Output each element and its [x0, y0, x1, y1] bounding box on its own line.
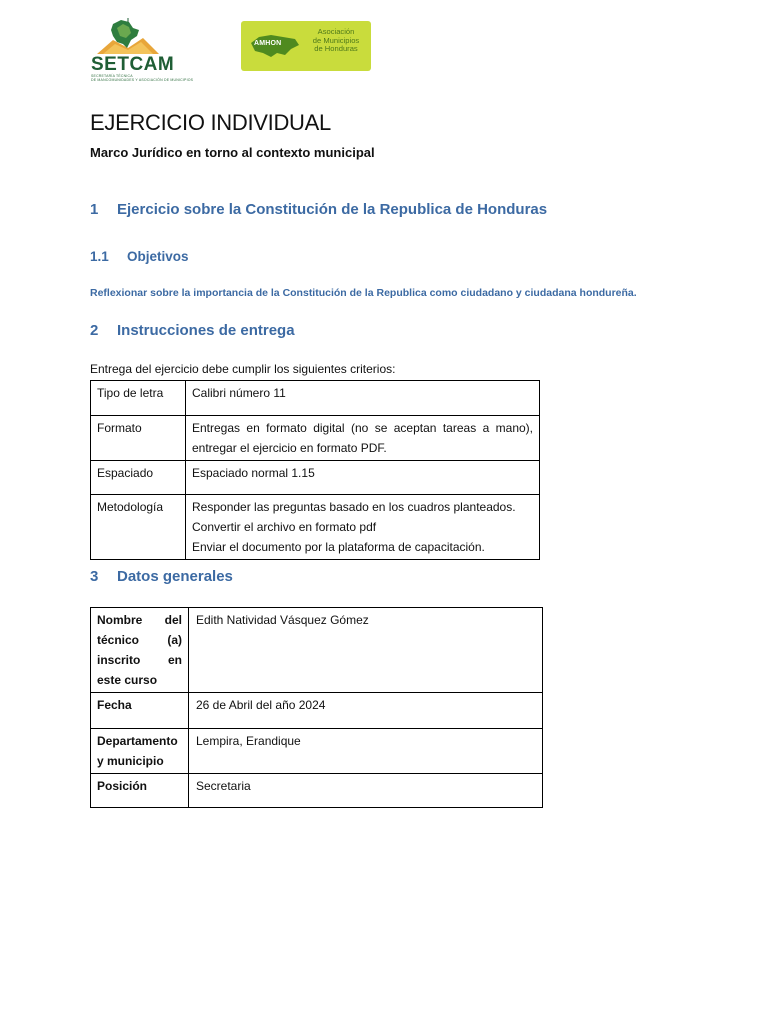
cell-line: Espaciado normal 1.15	[192, 466, 315, 480]
table-cell-key	[91, 729, 189, 774]
instructions-intro: Entrega del ejercicio debe cumplir los siguientes criterios:	[90, 362, 396, 376]
section-1-1-heading	[90, 249, 189, 264]
instructions-table	[90, 380, 540, 560]
table-cell-key: Espaciado	[91, 461, 186, 495]
cell-line: Convertir el archivo en formato pdf	[192, 520, 377, 534]
section-number: 1	[90, 201, 99, 218]
section-title: Objetivos	[127, 249, 189, 264]
table-row	[91, 381, 540, 416]
general-data-table	[90, 607, 543, 808]
document-subtitle: Marco Jurídico en torno al contexto municipal	[90, 145, 375, 160]
cell-line: inscrito en	[97, 653, 182, 667]
document-title: EJERCICIO INDIVIDUAL	[90, 110, 331, 135]
table-row	[91, 461, 540, 495]
amhon-logo	[241, 21, 371, 71]
table-row	[91, 693, 543, 729]
section-2-heading	[90, 322, 295, 339]
setcam-wordmark: SETCAM	[91, 54, 175, 75]
table-cell-key: Tipo de letra	[91, 381, 186, 416]
table-cell-value	[186, 495, 540, 560]
table-row	[91, 608, 543, 693]
section-3-heading	[90, 568, 233, 585]
table-cell-key: Formato	[91, 416, 186, 461]
cell-line: y municipio	[97, 754, 164, 768]
cell-line: técnico (a)	[97, 633, 182, 647]
date-value: 26 de Abril del año 2024	[189, 693, 543, 729]
section-number: 2	[90, 322, 99, 339]
setcam-subtitle: SECRETARÍA TÉCNICA	[91, 74, 133, 78]
table-cell-value	[186, 416, 540, 461]
section-title: Ejercicio sobre la Constitución de la Republica de Honduras	[117, 201, 548, 218]
cell-line: Fecha	[97, 698, 132, 712]
cell-line: Responder las preguntas basado en los cuadros planteados.	[192, 500, 516, 514]
table-cell-value	[186, 461, 540, 495]
table-cell-value	[186, 381, 540, 416]
cell-line: Departamento	[97, 734, 178, 748]
objective-text: Reflexionar sobre la importancia de la Constitución de la Republica como ciudadano y ciudadana hondureña.	[90, 287, 637, 299]
table-cell-key	[91, 608, 189, 693]
technician-name-value: Edith Natividad Vásquez Gómez	[189, 608, 543, 693]
location-value: Lempira, Erandique	[189, 729, 543, 774]
cell-line: Posición	[97, 779, 148, 793]
section-number: 1.1	[90, 249, 109, 264]
cell-line: Enviar el documento por la plataforma de capacitación.	[192, 540, 485, 554]
amhon-abbreviation: AMHON	[254, 40, 282, 47]
table-row	[91, 495, 540, 560]
section-title: Datos generales	[117, 568, 233, 585]
cell-line: entregar el ejercicio en formato PDF.	[192, 441, 387, 455]
table-cell-key	[91, 693, 189, 729]
table-cell-key	[91, 774, 189, 808]
table-row	[91, 416, 540, 461]
section-number: 3	[90, 568, 99, 585]
cell-line: Nombre del	[97, 613, 182, 627]
cell-line: este curso	[97, 673, 158, 687]
table-row	[91, 729, 543, 774]
amhon-name	[303, 28, 369, 54]
section-1-heading	[90, 201, 547, 218]
table-cell-key: Metodología	[91, 495, 186, 560]
setcam-emblem-icon	[93, 18, 163, 56]
amhon-name-line: Asociación	[317, 27, 355, 36]
amhon-name-line: de Municipios	[312, 35, 360, 45]
table-row	[91, 774, 543, 808]
setcam-subtitle-2: DE MANCOMUNIDADES Y ASOCIACIÓN DE MUNICIPIOS	[91, 78, 194, 82]
position-value: Secretaria	[189, 774, 543, 808]
section-title: Instrucciones de entrega	[117, 322, 295, 339]
cell-line: Calibri número 11	[192, 386, 286, 400]
amhon-name-line: de Honduras	[314, 44, 358, 53]
cell-line: Entregas en formato digital (no se aceptan tareas a mano),	[192, 421, 533, 435]
setcam-logo	[89, 18, 194, 82]
